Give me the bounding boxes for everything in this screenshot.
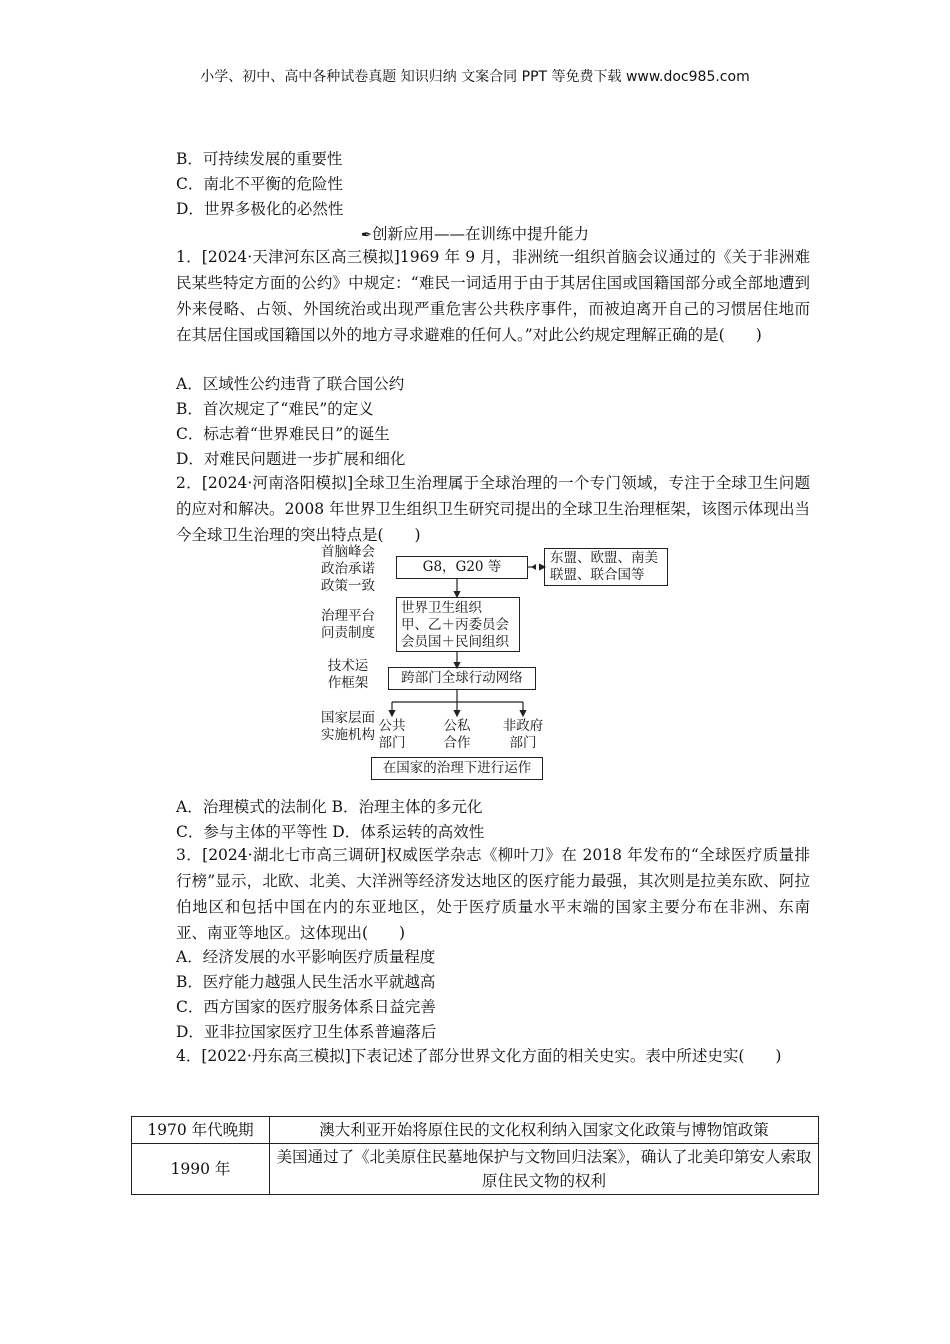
sub-public-private <box>437 718 477 752</box>
table-cell-event: 美国通过了《北美原住民墓地保护与文物回归法案》，确认了北美印第安人索取原住民文物的权利 <box>270 1144 819 1195</box>
table-row <box>132 1144 819 1195</box>
box-network: 跨部门全球行动网络 <box>388 667 536 690</box>
q1-stem: 1．[2024·天津河东区高三模拟]1969 年 9 月，非洲统一组织首脑会议通过的《关于非洲难民某些特定方面的公约》中规定：“难民一词适用于由于其居住国或国籍国部分或全部地遭到外来侵略、占领、外国统治或出现严重危害公共秩序事件，而被迫离开自己的习惯居住地而在其居住国或国籍国以外的地方寻求避难的任何人。”对此公约规定理解正确的是( ) <box>176 248 810 344</box>
box-national-governance: 在国家的治理下进行运作 <box>371 757 543 780</box>
label-technical <box>316 658 380 692</box>
prev-option-c: C．南北不平衡的危险性 <box>176 175 343 193</box>
question-1 <box>150 244 810 348</box>
table-cell-event: 澳大利亚开始将原住民的文化权利纳入国家文化政策与博物馆政策 <box>270 1117 819 1144</box>
label-line: 作框架 <box>327 675 369 691</box>
q4-stem: 4．[2022·丹东高三模拟]下表记述了部分世界文化方面的相关史实。表中所述史实( ) <box>176 1047 782 1065</box>
q1-option-b: B．首次规定了“难民”的定义 <box>176 400 374 418</box>
box-line: 会员国＋民间组织 <box>401 634 509 650</box>
label-platform <box>316 608 380 642</box>
box-line: 联盟、联合国等 <box>550 567 645 583</box>
section-title <box>0 222 950 244</box>
prev-option-b: B．可持续发展的重要性 <box>176 150 343 168</box>
question-3 <box>150 842 810 946</box>
table-row <box>132 1117 819 1144</box>
q2-options-cd: C．参与主体的平等性 D．体系运转的高效性 <box>176 823 485 841</box>
label-line: 政策一致 <box>321 578 375 594</box>
q1-option-c: C．标志着“世界难民日”的诞生 <box>176 425 390 443</box>
box-line: 甲、乙＋丙委员会 <box>401 617 509 633</box>
pen-icon: ✒ <box>361 228 372 243</box>
q1-option-d: D．对难民问题进一步扩展和细化 <box>176 450 406 468</box>
label-line: 国家层面 <box>321 710 375 726</box>
label-line: 部门 <box>509 735 537 751</box>
page-header: 小学、初中、高中各种试卷真题 知识归纳 文案合同 PPT 等免费下载 www.doc985.com <box>200 69 750 85</box>
box-who <box>396 597 520 652</box>
label-line: 公私 <box>443 718 471 734</box>
table-cell-time: 1990 年 <box>132 1144 270 1195</box>
box-line: 东盟、欧盟、南美 <box>550 550 658 566</box>
table-cell-time: 1970 年代晚期 <box>132 1117 270 1144</box>
q3-option-b: B．医疗能力越强人民生活水平就越高 <box>176 973 436 991</box>
q2-options-ab: A．治理模式的法制化 B．治理主体的多元化 <box>176 798 483 816</box>
label-line: 治理平台 <box>321 608 375 624</box>
label-line: 非政府 <box>502 718 544 734</box>
section-title-text: 创新应用——在训练中提升能力 <box>371 225 589 243</box>
q3-option-c: C．西方国家的医疗服务体系日益完善 <box>176 998 436 1016</box>
q3-stem: 3．[2024·湖北七市高三调研]权威医学杂志《柳叶刀》在 2018 年发布的“全球医疗质量排行榜”显示，北欧、北美、大洋洲等经济发达地区的医疗能力最强，其次则是拉美东欧、阿拉伯地区和包括中国在内的东亚地区，处于医疗质量水平末端的国家主要分布在非洲、东南亚、南亚等地区。这体现出( ) <box>176 846 810 942</box>
prev-option-d: D．世界多极化的必然性 <box>176 200 344 218</box>
label-line: 合作 <box>443 735 471 751</box>
label-line: 部门 <box>378 735 406 751</box>
label-line: 技术运 <box>327 658 369 674</box>
q3-option-d: D．亚非拉国家医疗卫生体系普遍落后 <box>176 1023 437 1041</box>
governance-diagram <box>316 540 676 785</box>
box-g8: G8，G20 等 <box>396 556 528 579</box>
label-line: 政治承诺 <box>321 561 375 577</box>
box-regional <box>544 548 668 586</box>
q3-option-a: A．经济发展的水平影响医疗质量程度 <box>176 948 436 966</box>
history-table <box>131 1116 819 1195</box>
box-line: 世界卫生组织 <box>401 600 482 616</box>
label-summit <box>316 544 380 595</box>
question-2 <box>150 470 810 548</box>
sub-public <box>372 718 412 752</box>
label-line: 首脑峰会 <box>321 544 375 560</box>
sub-ngo <box>497 718 549 752</box>
label-line: 实施机构 <box>321 727 375 743</box>
label-line: 公共 <box>378 718 406 734</box>
q2-stem: 2．[2024·河南洛阳模拟]全球卫生治理属于全球治理的一个专门领域，专注于全球卫生问题的应对和解决。2008 年世界卫生组织卫生研究司提出的全球卫生治理框架，该图示体现出当今全球卫生治理的突出特点是( ) <box>176 474 810 544</box>
label-line: 问责制度 <box>321 625 375 641</box>
question-4 <box>150 1043 810 1069</box>
label-national <box>316 710 380 744</box>
q1-option-a: A．区域性公约违背了联合国公约 <box>176 375 405 393</box>
